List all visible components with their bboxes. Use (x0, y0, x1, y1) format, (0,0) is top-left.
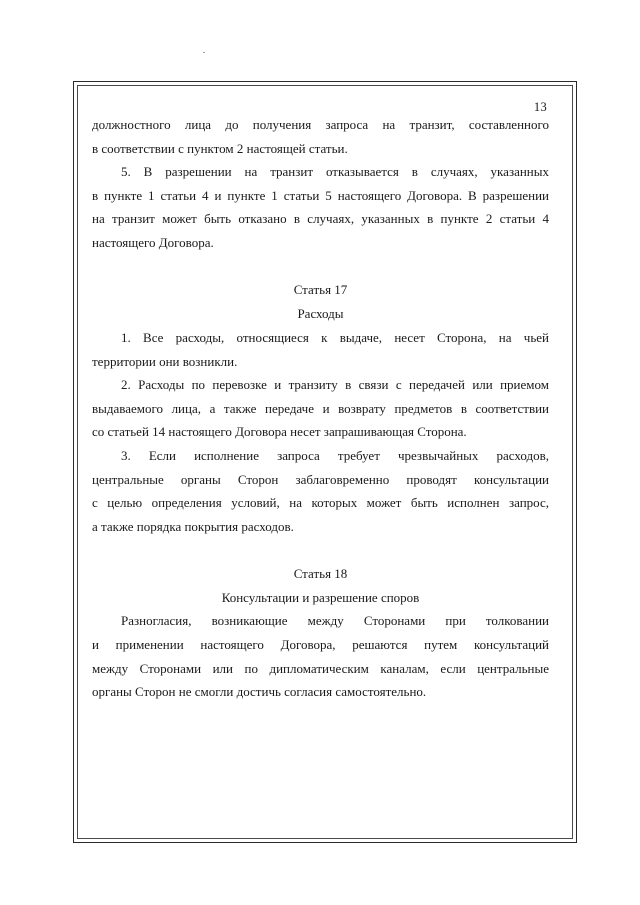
text-line: территории они возникли. (92, 354, 238, 369)
article-heading: Статья 18 (293, 566, 348, 581)
text-line: настоящего Договора. (92, 235, 214, 250)
scan-artifact (203, 52, 205, 53)
paragraph-first-line: 3. Если исполнение запроса требует чрезвычайных расходов, (121, 448, 549, 463)
paragraph-first-line: Разногласия, возникающие между Сторонами при толковании (121, 613, 549, 628)
article-title: Консультации и разрешение споров (221, 590, 420, 605)
text-line: а также порядка покрытия расходов. (92, 519, 294, 534)
text-line: выдаваемого лица, а также передаче и возврату предметов в соответствии (92, 401, 549, 416)
article-title: Расходы (297, 306, 344, 321)
article-heading: Статья 17 (293, 282, 348, 297)
text-line: между Сторонами или по дипломатическим каналам, если центральные (92, 661, 549, 676)
paragraph-first-line: 1. Все расходы, относящиеся к выдаче, несет Сторона, на чьей (121, 330, 549, 345)
text-line: и применении настоящего Договора, решаются путем консультаций (92, 637, 549, 652)
text-line: с целью определения условий, на которых может быть исполнен запрос, (92, 495, 549, 510)
paragraph-first-line: 5. В разрешении на транзит отказывается в случаях, указанных (121, 164, 549, 179)
text-line: органы Сторон не смогли достичь согласия самостоятельно. (92, 684, 427, 699)
paragraph-first-line: 2. Расходы по перевозке и транзиту в связи с передачей или приемом (121, 377, 549, 392)
text-line: центральные органы Сторон заблаговременно проводят консультации (92, 472, 549, 487)
page-number: 13 (533, 100, 547, 114)
text-line: в пункте 1 статьи 4 и пункте 1 статьи 5 настоящего Договора. В разрешении (92, 188, 549, 203)
text-line: на транзит может быть отказано в случаях, указанных в пункте 2 статьи 4 (92, 211, 549, 226)
text-line: в соответствии с пунктом 2 настоящей статьи. (92, 141, 348, 156)
text-line: со статьей 14 настоящего Договора несет запрашивающая Сторона. (92, 424, 467, 439)
text-line: должностного лица до получения запроса на транзит, составленного (92, 117, 549, 132)
